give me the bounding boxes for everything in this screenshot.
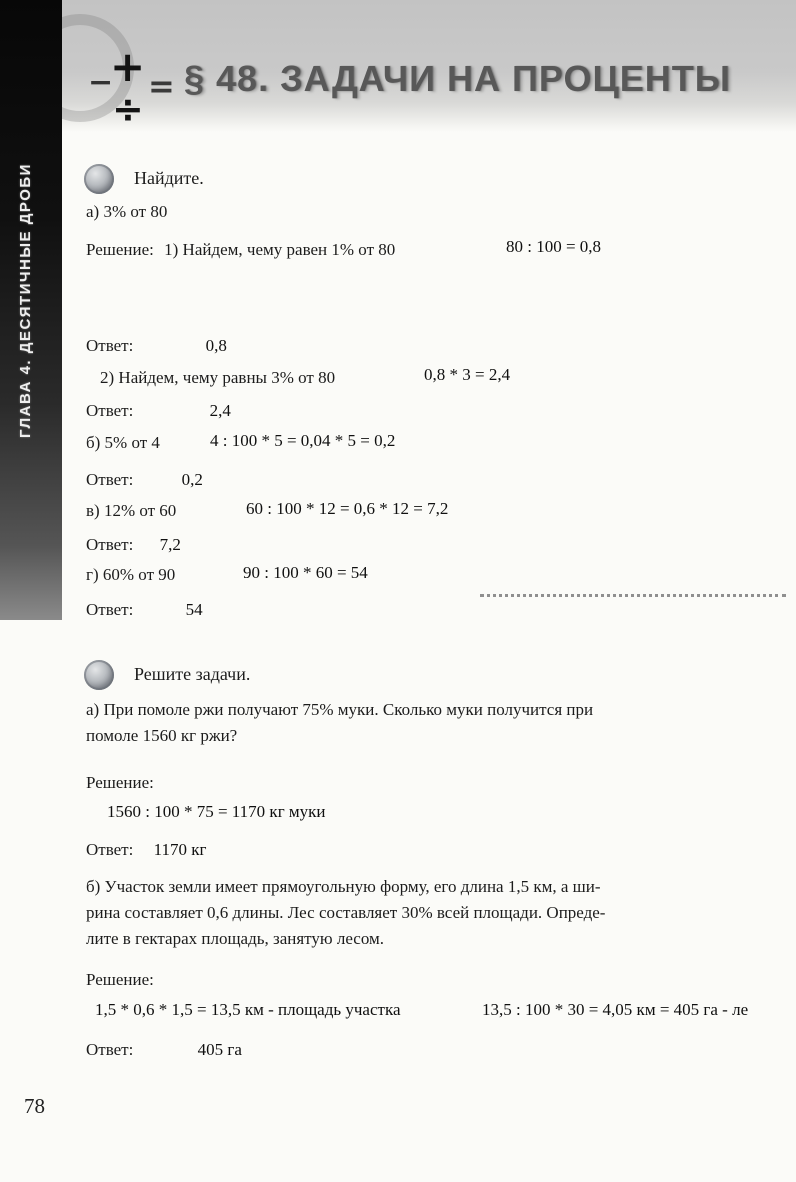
task1-work2: 0,8 * 3 = 2,4 bbox=[424, 365, 511, 384]
divide-icon: ÷ bbox=[112, 87, 144, 131]
answer-row bbox=[86, 840, 206, 860]
task2-number-badge-icon bbox=[84, 660, 114, 690]
task2-problem-b-line3: лите в гектарах площадь, занятую лесом. bbox=[86, 929, 385, 948]
answer-label: Ответ: bbox=[86, 470, 134, 489]
answer-row bbox=[86, 401, 231, 421]
answer-label: Ответ: bbox=[86, 840, 134, 859]
answer-label: Ответ: bbox=[86, 1040, 134, 1059]
section-title: § 48. ЗАДАЧИ НА ПРОЦЕНТЫ bbox=[184, 58, 731, 99]
page-number: 78 bbox=[24, 1094, 45, 1118]
task1-work-g: 90 : 100 * 60 = 54 bbox=[243, 563, 368, 582]
task2-work-b2: 13,5 : 100 * 30 = 4,05 км = 405 га - ле bbox=[482, 1000, 749, 1019]
minus-icon: − bbox=[88, 65, 114, 100]
task1-item-a: а) 3% от 80 bbox=[86, 202, 168, 221]
task1-step1-text: 1) Найдем, чему равен 1% от 80 bbox=[164, 240, 396, 259]
solution-label: Решение: bbox=[86, 970, 154, 989]
task1-prompt: Найдите. bbox=[134, 168, 204, 188]
answer-label: Ответ: bbox=[86, 535, 134, 554]
task2-work-b1: 1,5 * 0,6 * 1,5 = 13,5 км - площадь участка bbox=[95, 1000, 401, 1019]
task2-problem-a-line2: помоле 1560 кг ржи? bbox=[86, 726, 238, 745]
answer-label: Ответ: bbox=[86, 600, 134, 619]
task2-prompt: Решите задачи. bbox=[134, 664, 251, 684]
answer-label: Ответ: bbox=[86, 401, 134, 420]
task1-item-v: в) 12% от 60 bbox=[86, 501, 177, 520]
answer-value: 7,2 bbox=[159, 535, 181, 554]
answer-row bbox=[86, 600, 203, 620]
task1-number-badge-icon bbox=[84, 164, 114, 194]
math-symbols-icon bbox=[86, 44, 186, 130]
task1-step1-line bbox=[86, 240, 395, 260]
answer-row bbox=[86, 470, 203, 490]
task1-work1: 80 : 100 = 0,8 bbox=[506, 237, 602, 256]
chapter-label: ГЛАВА 4. ДЕСЯТИЧНЫЕ ДРОБИ bbox=[17, 163, 34, 438]
task1-step2-text: 2) Найдем, чему равны 3% от 80 bbox=[100, 368, 336, 387]
task2-problem-b-line1: б) Участок земли имеет прямоугольную форму, его длина 1,5 км, а ши- bbox=[86, 877, 601, 896]
dotted-rule bbox=[480, 594, 786, 597]
task1-work-v: 60 : 100 * 12 = 0,6 * 12 = 7,2 bbox=[246, 499, 449, 518]
equals-icon: = bbox=[148, 67, 175, 105]
page-header bbox=[62, 0, 796, 132]
task2-problem-a-line1: а) При помоле ржи получают 75% муки. Сколько муки получится при bbox=[86, 700, 594, 719]
answer-value: 54 bbox=[185, 600, 203, 619]
answer-value: 0,8 bbox=[205, 336, 227, 355]
answer-value: 2,4 bbox=[209, 401, 231, 420]
answer-label: Ответ: bbox=[86, 336, 134, 355]
task1-item-g: г) 60% от 90 bbox=[86, 565, 176, 584]
task2-work-a: 1560 : 100 * 75 = 1170 кг муки bbox=[107, 802, 326, 821]
solution-label: Решение: bbox=[86, 773, 154, 792]
solution-label: Решение: bbox=[86, 240, 154, 259]
answer-value: 1170 кг bbox=[153, 840, 207, 859]
answer-value: 0,2 bbox=[181, 470, 203, 489]
answer-row bbox=[86, 535, 181, 555]
answer-value: 405 га bbox=[197, 1040, 242, 1059]
task2-problem-b-line2: рина составляет 0,6 длины. Лес составляет 30% всей площади. Опреде- bbox=[86, 903, 606, 922]
answer-row bbox=[86, 1040, 242, 1060]
task1-work-b: 4 : 100 * 5 = 0,04 * 5 = 0,2 bbox=[210, 431, 396, 450]
task1-item-b: б) 5% от 4 bbox=[86, 433, 160, 452]
plus-icon: + bbox=[110, 42, 146, 91]
answer-row bbox=[86, 336, 227, 356]
